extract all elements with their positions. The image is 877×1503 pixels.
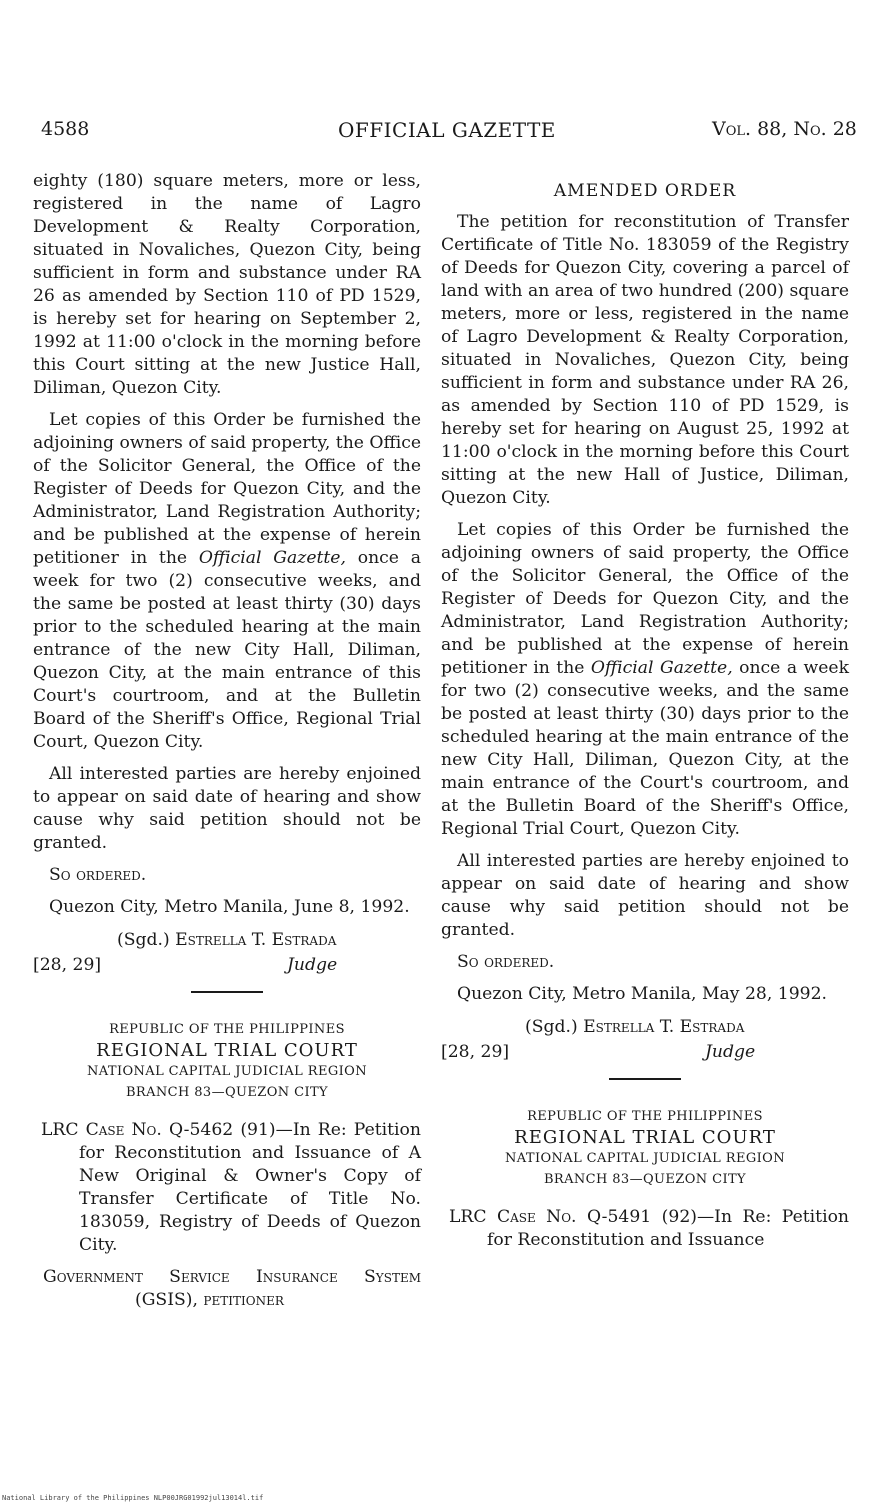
court-region: NATIONAL CAPITAL JUDICIAL REGION xyxy=(87,1064,367,1079)
volume-number: Vol. 88, No. 28 xyxy=(712,118,857,140)
gazette-name: Official Gazette, xyxy=(198,548,346,568)
case-parties: Government Service Insurance System (GSIS), petitioner xyxy=(43,1267,421,1310)
signature-block xyxy=(441,1016,849,1064)
signature-line xyxy=(33,929,421,952)
case-text: —In Re: Petition for Reconstitution and Issuance xyxy=(487,1207,849,1250)
court-branch: BRANCH 83—QUEZON CITY xyxy=(125,1085,329,1100)
copies-paragraph xyxy=(33,409,421,754)
gazette-title: OFFICIAL GAZETTE xyxy=(338,118,556,142)
page-number: 4588 xyxy=(41,118,90,140)
court-republic: REPUBLIC OF THE PHILIPPINES xyxy=(527,1109,763,1124)
interested-parties-paragraph: All interested parties are hereby enjoined to appear on said date of hearing and show cause why said petition should not be granted. xyxy=(441,851,849,940)
case-title xyxy=(33,1119,421,1257)
order-title: AMENDED ORDER xyxy=(553,181,737,201)
issue-numbers: [28, 29] xyxy=(441,1042,510,1062)
copies-text-b: once a week for two (2) consecutive weeks, and the same be posted at least thirty (30) days prior to the scheduled hearing at the main entrance of the new City Hall, Diliman, Quezon City, at the main entrance of the Court's courtroom, and at the Bulletin Board of the Sheriff's Office, Regional Trial Court, Quezon City. xyxy=(441,658,850,839)
judge-title: Judge xyxy=(287,955,338,975)
court-heading xyxy=(441,1106,849,1190)
case-label: LRC Case No. Q-5462 (91) xyxy=(41,1120,276,1140)
court-name: REGIONAL TRIAL COURT xyxy=(96,1040,358,1061)
case-text: —In Re: Petition for Reconstitution and Issuance of A New Original & Owner's Copy of Transfer Certificate of Title No. 183059, Registry of Deeds of Quezon City. xyxy=(79,1120,421,1255)
case-title xyxy=(441,1206,849,1252)
place-date: Quezon City, Metro Manila, May 28, 1992. xyxy=(457,984,827,1004)
sgd-label: (Sgd.) xyxy=(117,930,170,950)
judge-name: Estrella T. Estrada xyxy=(583,1017,745,1037)
right-column xyxy=(441,170,849,1261)
case-label: LRC Case No. Q-5491 (92) xyxy=(449,1207,697,1227)
place-date: Quezon City, Metro Manila, June 8, 1992. xyxy=(49,897,410,917)
court-republic: REPUBLIC OF THE PHILIPPINES xyxy=(109,1022,345,1037)
sgd-label: (Sgd.) xyxy=(525,1017,578,1037)
section-divider xyxy=(609,1078,681,1080)
court-region: NATIONAL CAPITAL JUDICIAL REGION xyxy=(505,1151,785,1166)
signature-line xyxy=(441,1016,849,1039)
judge-name: Estrella T. Estrada xyxy=(175,930,337,950)
scan-footer: National Library of the Philippines NLP00JRG01992jul13014l.tif xyxy=(2,1494,264,1502)
copies-text-b: once a week for two (2) consecutive weeks, and the same be posted at least thirty (30) days prior to the scheduled hearing at the main entrance of the new City Hall, Diliman, Quezon City, at the main entrance of this Court's courtroom, and at the Bulletin Board of the Sheriff's Office, Regional Trial Court, Quezon City. xyxy=(33,548,421,752)
signature-block xyxy=(33,929,421,977)
issue-numbers: [28, 29] xyxy=(33,955,102,975)
section-divider xyxy=(191,991,263,993)
continued-paragraph: eighty (180) square meters, more or less, registered in the name of Lagro Development & Realty Corporation, situated in Novaliches, Quezon City, being sufficient in form and substance under RA 26 as amended by Section 110 of PD 1529, is hereby set for hearing on September 2, 1992 at 11:00 o'clock in the morning before this Court sitting at the new Justice Hall, Diliman, Quezon City. xyxy=(33,171,421,398)
copies-text-a: Let copies of this Order be furnished the adjoining owners of said property, the Office of the Solicitor General, the Office of the Register of Deeds for Quezon City, and the Administrator, Land Registration Authority; and be published at the expense of herein petitioner in the xyxy=(33,410,421,568)
interested-parties-paragraph: All interested parties are hereby enjoined to appear on said date of hearing and show cause why said petition should not be granted. xyxy=(33,764,421,853)
gazette-name: Official Gazette, xyxy=(590,658,733,678)
left-column xyxy=(33,170,421,1321)
court-heading xyxy=(33,1019,421,1103)
court-name: REGIONAL TRIAL COURT xyxy=(514,1127,776,1148)
so-ordered: So ordered. xyxy=(457,952,555,972)
copies-paragraph xyxy=(441,519,849,841)
petition-paragraph: The petition for reconstitution of Transfer Certificate of Title No. 183059 of the Registry of Deeds for Quezon City, covering a parcel of land with an area of two hundred (200) square meters, more or less, registered in the name of Lagro Development & Realty Corporation, situated in Novaliches, Quezon City, being sufficient in form and substance under RA 26, as amended by Section 110 of PD 1529, is hereby set for hearing on August 25, 1992 at 11:00 o'clock in the morning before this Court sitting at the new Hall of Justice, Diliman, Quezon City. xyxy=(441,212,849,508)
so-ordered: So ordered. xyxy=(49,865,147,885)
court-branch: BRANCH 83—QUEZON CITY xyxy=(543,1172,747,1187)
judge-title: Judge xyxy=(705,1042,756,1062)
copies-text-a: Let copies of this Order be furnished the adjoining owners of said property, the Office of the Solicitor General, the Office of the Register of Deeds for Quezon City, and the Administrator, Land Registration Authority; and be published at the expense of herein petitioner in the xyxy=(441,520,849,678)
